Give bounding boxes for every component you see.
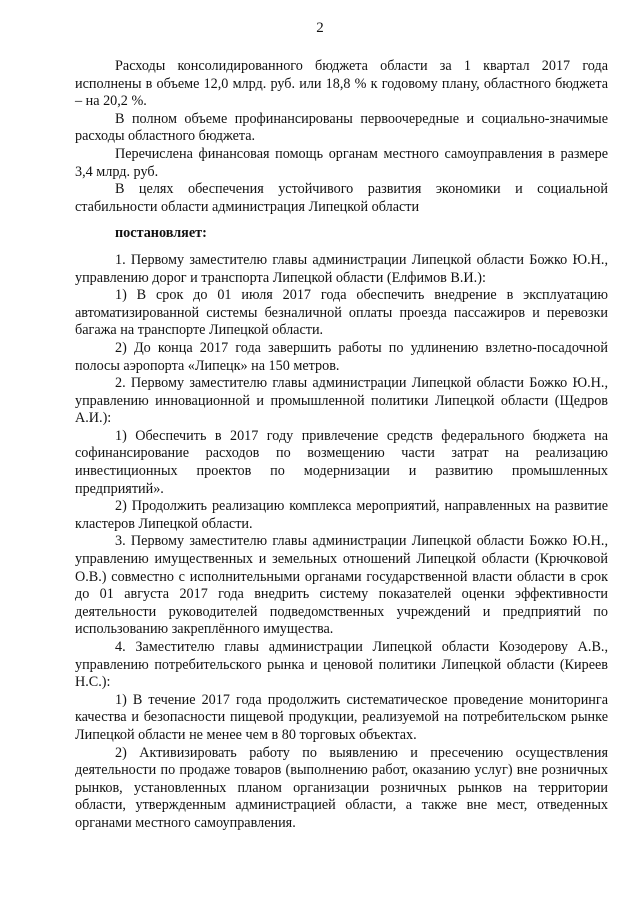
clause-1-1: 1) В срок до 01 июля 2017 года обеспечить внедрение в эксплуатацию автоматизированной системы безналичной оплаты проезда пассажиров и перевозки багажа на транспорте Липецкой области. (75, 287, 608, 339)
clause-4: 4. Заместителю главы администрации Липецкой области Козодерову А.В., управлению потребительского рынка и ценовой политики Липецкой области (Киреев Н.С.): (75, 639, 608, 691)
clause-2: 2. Первому заместителю главы администрации Липецкой области Божко Ю.Н., управлению инновационной и промышленной политики Липецкой области (Щедров А.И.): (75, 375, 608, 427)
page-number: 2 (316, 20, 324, 36)
clause-1: 1. Первому заместителю главы администрации Липецкой области Божко Ю.Н., управлению дорог и транспорта Липецкой области (Елфимов В.И.): (75, 251, 608, 286)
paragraph-financial-aid: Перечислена финансовая помощь органам местного самоуправления в размере 3,4 млрд. руб. (75, 145, 608, 180)
clause-2-1: 1) Обеспечить в 2017 году привлечение средств федерального бюджета на софинансирование расходов по возмещению части затрат на реализацию инвестиционных проектов по модернизации и развитию промышленных предприятий». (75, 427, 608, 497)
clause-1-2: 2) До конца 2017 года завершить работы по удлинению взлетно-посадочной полосы аэропорта «Липецк» на 150 метров. (75, 339, 608, 374)
paragraph-purpose: В целях обеспечения устойчивого развития экономики и социальной стабильности области администрация Липецкой области (75, 181, 608, 215)
ruling-word: постановляет: (115, 225, 207, 242)
clause-4-2: 2) Активизировать работу по выявлению и пресечению осуществления деятельности по продаже товаров (выполнению работ, оказанию услуг) вне розничных рынков, установленных планом организации розничных рынков на территории области, утвержденным администрацией области, а также вне мест, отведенных органами местного самоуправления. (75, 744, 608, 831)
clause-2-2: 2) Продолжить реализацию комплекса мероприятий, направленных на развитие кластеров Липецкой области. (75, 498, 608, 532)
clause-4-1: 1) В течение 2017 года продолжить систематическое проведение мониторинга качества и безопасности пищевой продукции, реализуемой на потребительском рынке Липецкой области не менее чем в 80 торговых объектах. (75, 691, 608, 743)
document-body (75, 58, 608, 833)
paragraph-budget-execution: Расходы консолидированного бюджета области за 1 квартал 2017 года исполнены в объеме 12,0 млрд. руб. или 18,8 % к годовому плану, областного бюджета – на 20,2 %. (75, 58, 608, 110)
paragraph-priority-expenses: В полном объеме профинансированы первоочередные и социально-значимые расходы областного бюджета. (75, 110, 608, 145)
clause-3: 3. Первому заместителю главы администрации Липецкой области Божко Ю.Н., управлению имущественных и земельных отношений Липецкой области (Крючковой О.В.) совместно с исполнительными органами государственной власти области в срок до 01 августа 2017 года внедрить систему показателей оценки эффективности деятельности руководителей подведомственных учреждений и предприятий по использованию закреплённого имущества. (75, 533, 608, 638)
